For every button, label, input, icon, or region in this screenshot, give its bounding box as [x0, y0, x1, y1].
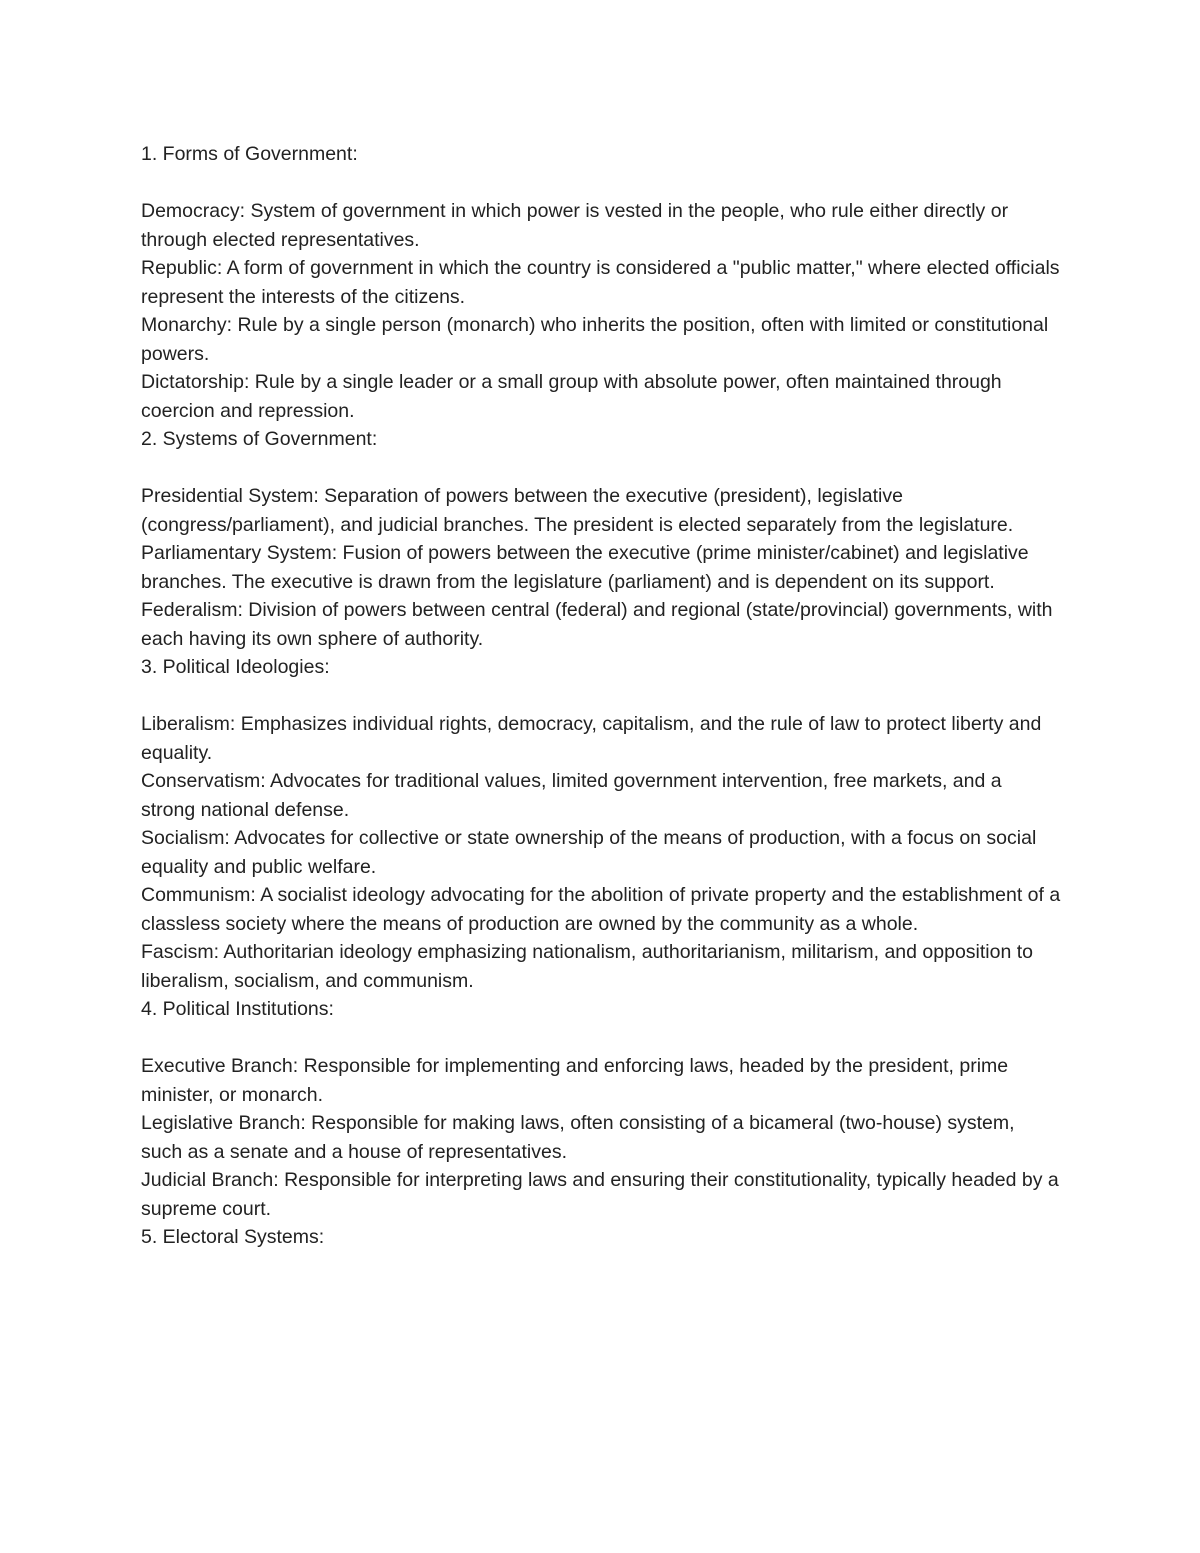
definition-paragraph: Legislative Branch: Responsible for making laws, often consisting of a bicameral (two-house) system, such as a senate and a house of representatives.	[141, 1112, 1020, 1163]
definition-paragraph: Monarchy: Rule by a single person (monarch) who inherits the position, often with limited or constitutional powers.	[141, 314, 1054, 365]
section-heading: 1. Forms of Government:	[141, 143, 358, 165]
definition-paragraph: Socialism: Advocates for collective or state ownership of the means of production, with a focus on social equality and public welfare.	[141, 827, 1042, 878]
section-electoral-systems	[141, 1223, 1061, 1252]
definition-paragraph: Executive Branch: Responsible for implementing and enforcing laws, headed by the president, prime minister, or monarch.	[141, 1055, 1014, 1106]
definition-paragraph: Federalism: Division of powers between central (federal) and regional (state/provincial) governments, with each having its own sphere of authority.	[141, 599, 1058, 650]
definition-paragraph: Liberalism: Emphasizes individual rights, democracy, capitalism, and the rule of law to protect liberty and equality.	[141, 713, 1047, 764]
section-heading: 4. Political Institutions:	[141, 998, 334, 1020]
document-body	[141, 140, 1066, 1252]
section-heading: 5. Electoral Systems:	[141, 1226, 325, 1248]
definition-paragraph: Democracy: System of government in which power is vested in the people, who rule either directly or through elected representatives.	[141, 200, 1014, 251]
definition-paragraph: Conservatism: Advocates for traditional values, limited government intervention, free markets, and a strong national defense.	[141, 770, 1008, 821]
blank-line	[141, 682, 1061, 711]
section-forms-of-government	[141, 140, 1065, 425]
section-heading: 2. Systems of Government:	[141, 428, 378, 450]
section-political-institutions	[141, 995, 1065, 1223]
definition-paragraph: Communism: A socialist ideology advocating for the abolition of private property and the establishment of a classless society where the means of production are owned by the community as a whole.	[141, 884, 1066, 935]
definition-paragraph: Presidential System: Separation of powers between the executive (president), legislative (congress/parliament), and judicial branches. The president is elected separately from the legislature.	[141, 485, 1014, 536]
definition-paragraph: Fascism: Authoritarian ideology emphasizing nationalism, authoritarianism, militarism, and opposition to liberalism, socialism, and communism.	[141, 941, 1039, 992]
section-systems-of-government	[141, 425, 1061, 653]
blank-line	[141, 169, 1061, 198]
section-heading: 3. Political Ideologies:	[141, 656, 330, 678]
definition-paragraph: Dictatorship: Rule by a single leader or a small group with absolute power, often maintained through coercion and repression.	[141, 371, 1008, 422]
blank-line	[141, 454, 1061, 483]
section-political-ideologies	[141, 653, 1066, 995]
definition-paragraph: Parliamentary System: Fusion of powers between the executive (prime minister/cabinet) and legislative branches. The executive is drawn from the legislature (parliament) and is dependent on its support.	[141, 542, 1035, 593]
definition-paragraph: Judicial Branch: Responsible for interpreting laws and ensuring their constitutionality, typically headed by a supreme court.	[141, 1169, 1065, 1220]
blank-line	[141, 1024, 1061, 1053]
definition-paragraph: Republic: A form of government in which the country is considered a "public matter," where elected officials represent the interests of the citizens.	[141, 257, 1065, 308]
